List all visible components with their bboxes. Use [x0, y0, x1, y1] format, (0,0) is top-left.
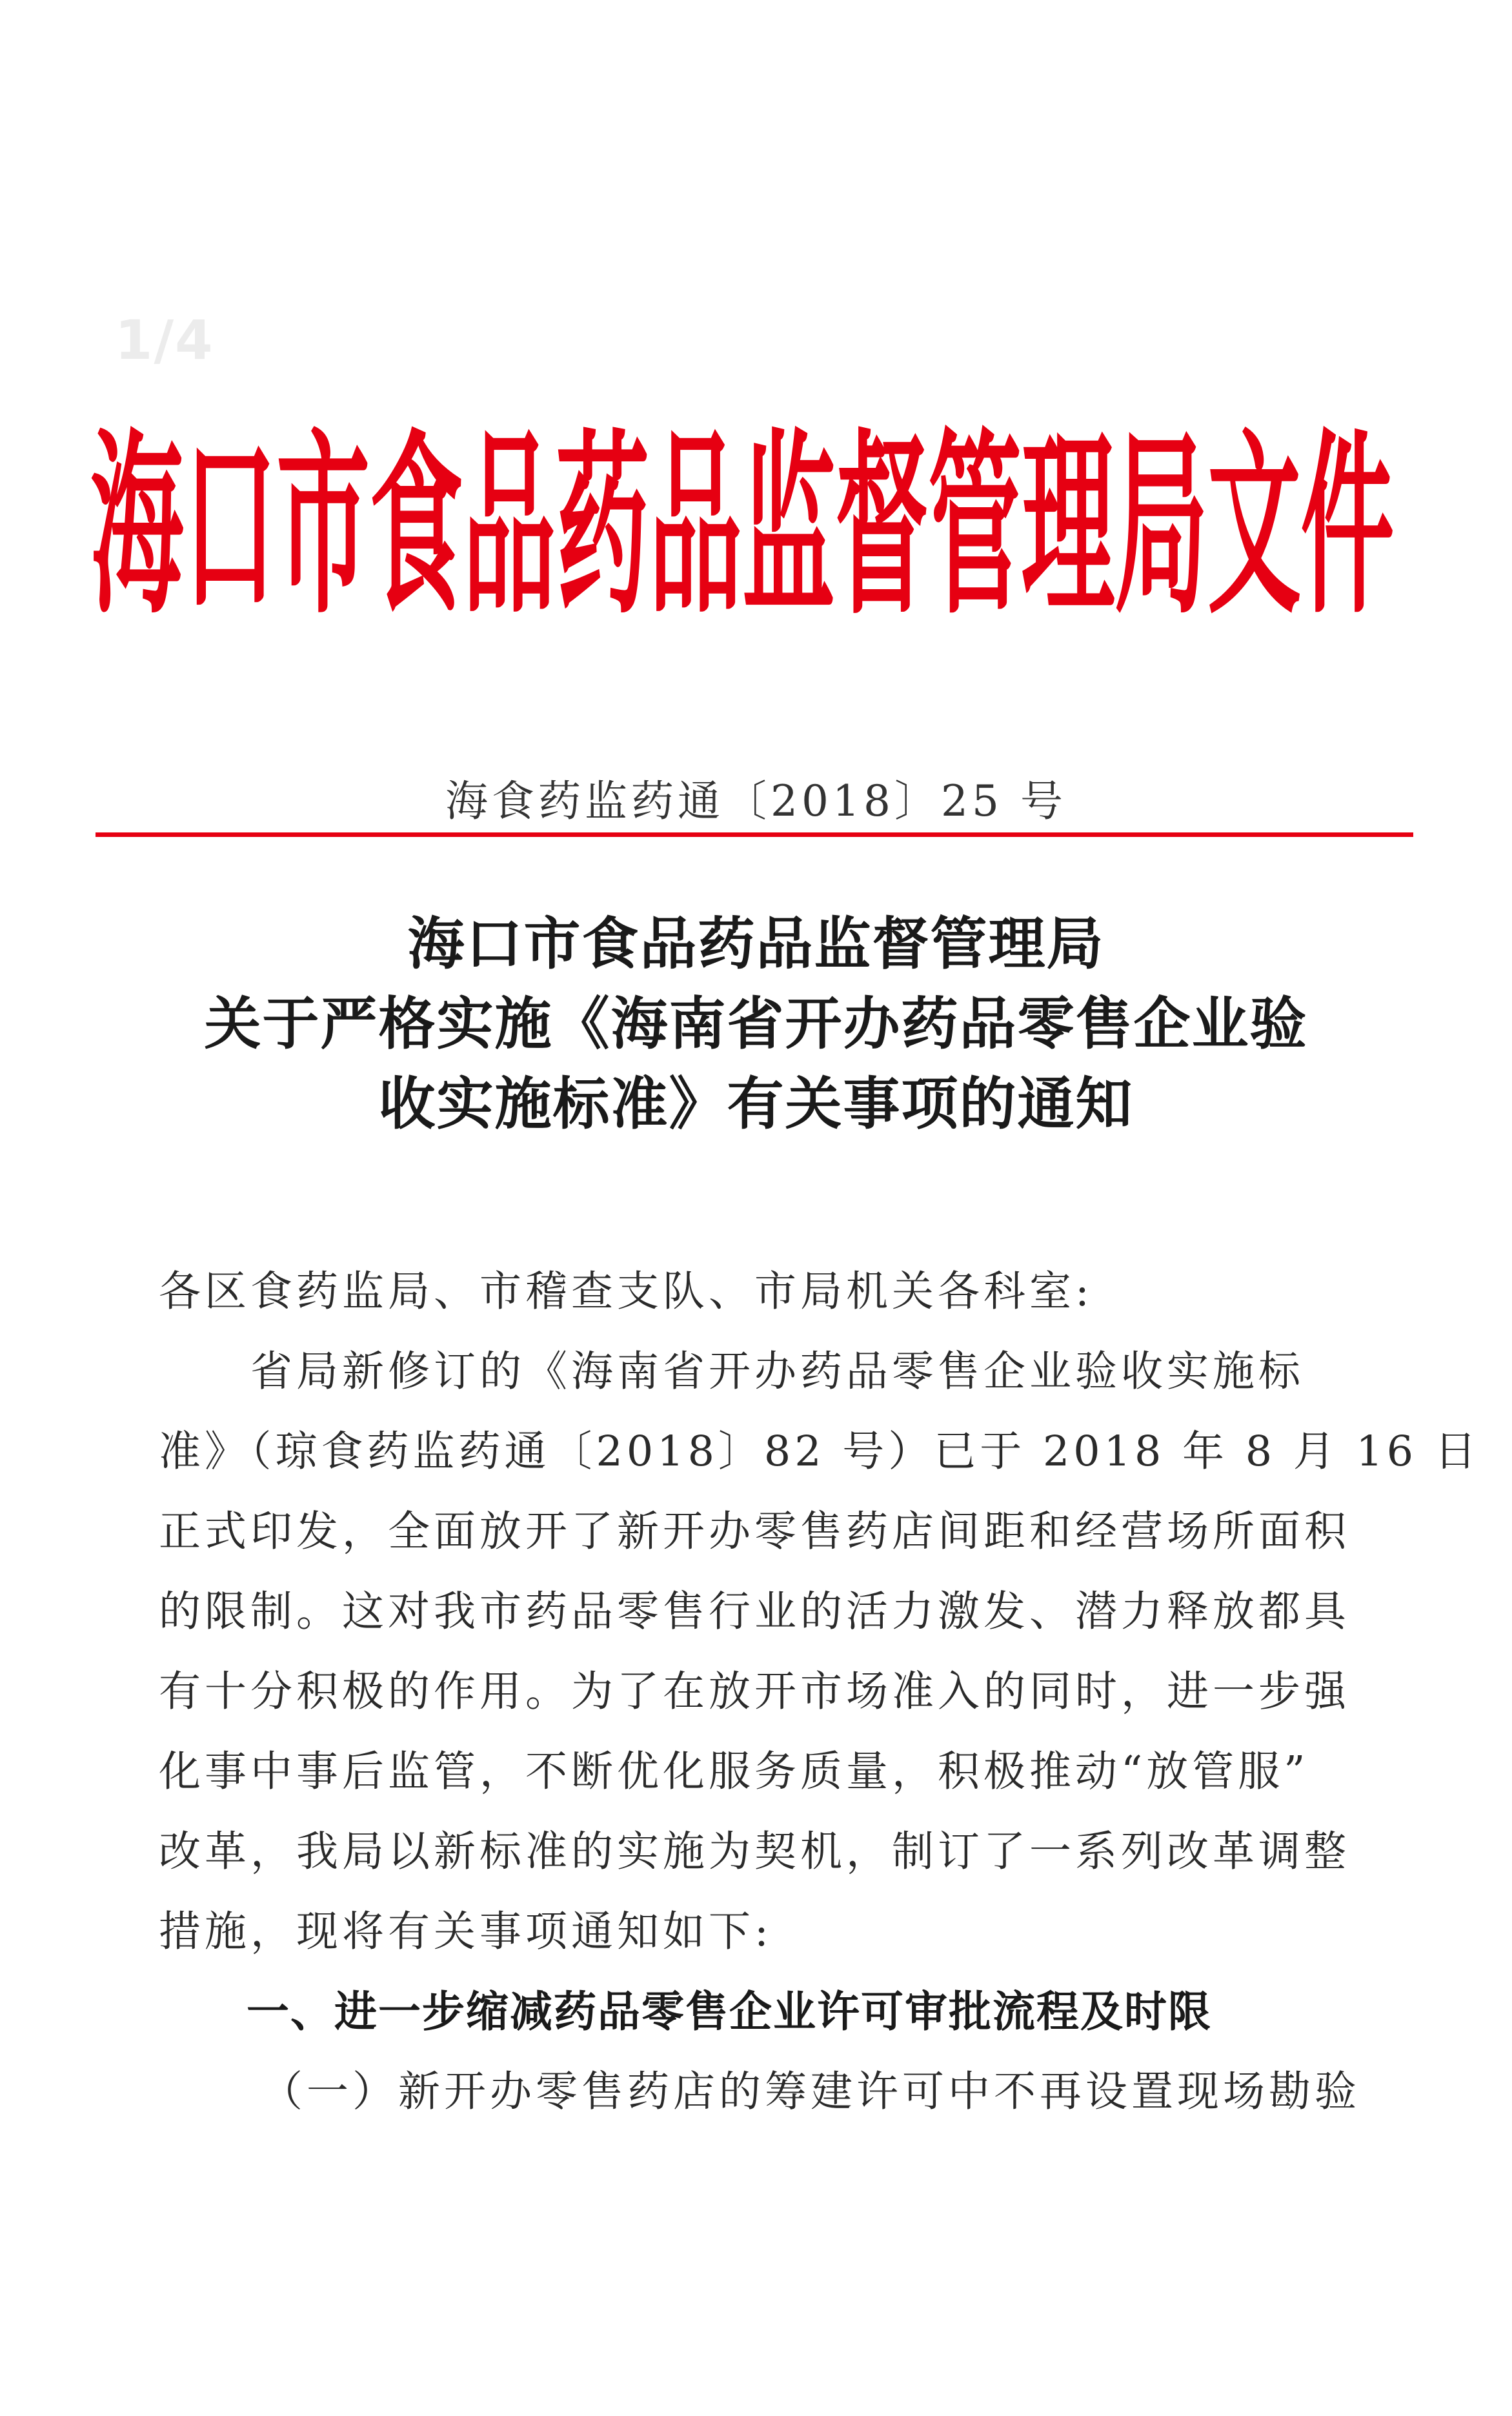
- paragraph-line: 省局新修订的《海南省开办药品零售企业验收实施标: [250, 1347, 1305, 1396]
- document-title: [0, 903, 1512, 1143]
- paragraph-line: 准》（琼食药监药通〔2018〕82 号）已于 2018 年 8 月 16 日: [159, 1427, 1480, 1476]
- sub-item: （一）新开办零售药店的筹建许可中不再设置现场勘验: [261, 2068, 1361, 2116]
- salutation: 各区食药监局、市稽查支队、市局机关各科室:: [159, 1267, 1093, 1316]
- title-line-2: 关于严格实施《海南省开办药品零售企业验: [204, 990, 1308, 1057]
- paragraph-line: 化事中事后监管，不断优化服务质量，积极推动“放管服”: [159, 1747, 1309, 1796]
- organization-header: [90, 387, 1395, 641]
- paragraph-line: 的限制。这对我市药品零售行业的活力激发、潜力释放都具: [159, 1587, 1351, 1636]
- paragraph-line: 正式印发，全面放开了新开办零售药店间距和经营场所面积: [159, 1507, 1351, 1556]
- paragraph-line: 措施，现将有关事项通知如下:: [159, 1908, 772, 1956]
- organization-name: 海口市食品药品监督管理局文件: [90, 412, 1395, 641]
- page-indicator: 1/4: [115, 308, 214, 372]
- title-line-3: 收实施标准》有关事项的通知: [378, 1070, 1134, 1137]
- title-line-1: 海口市食品药品监督管理局: [407, 910, 1105, 977]
- paragraph-line: 有十分积极的作用。为了在放开市场准入的同时，进一步强: [159, 1667, 1351, 1716]
- paragraph-line: 改革，我局以新标准的实施为契机，制订了一系列改革调整: [159, 1827, 1351, 1876]
- document-number: 海食药监药通〔2018〕25 号: [445, 776, 1067, 826]
- header-divider: [96, 832, 1413, 837]
- document-body: [159, 1252, 1480, 2132]
- section-heading: 一、进一步缩减药品零售企业许可审批流程及时限: [247, 1987, 1212, 2037]
